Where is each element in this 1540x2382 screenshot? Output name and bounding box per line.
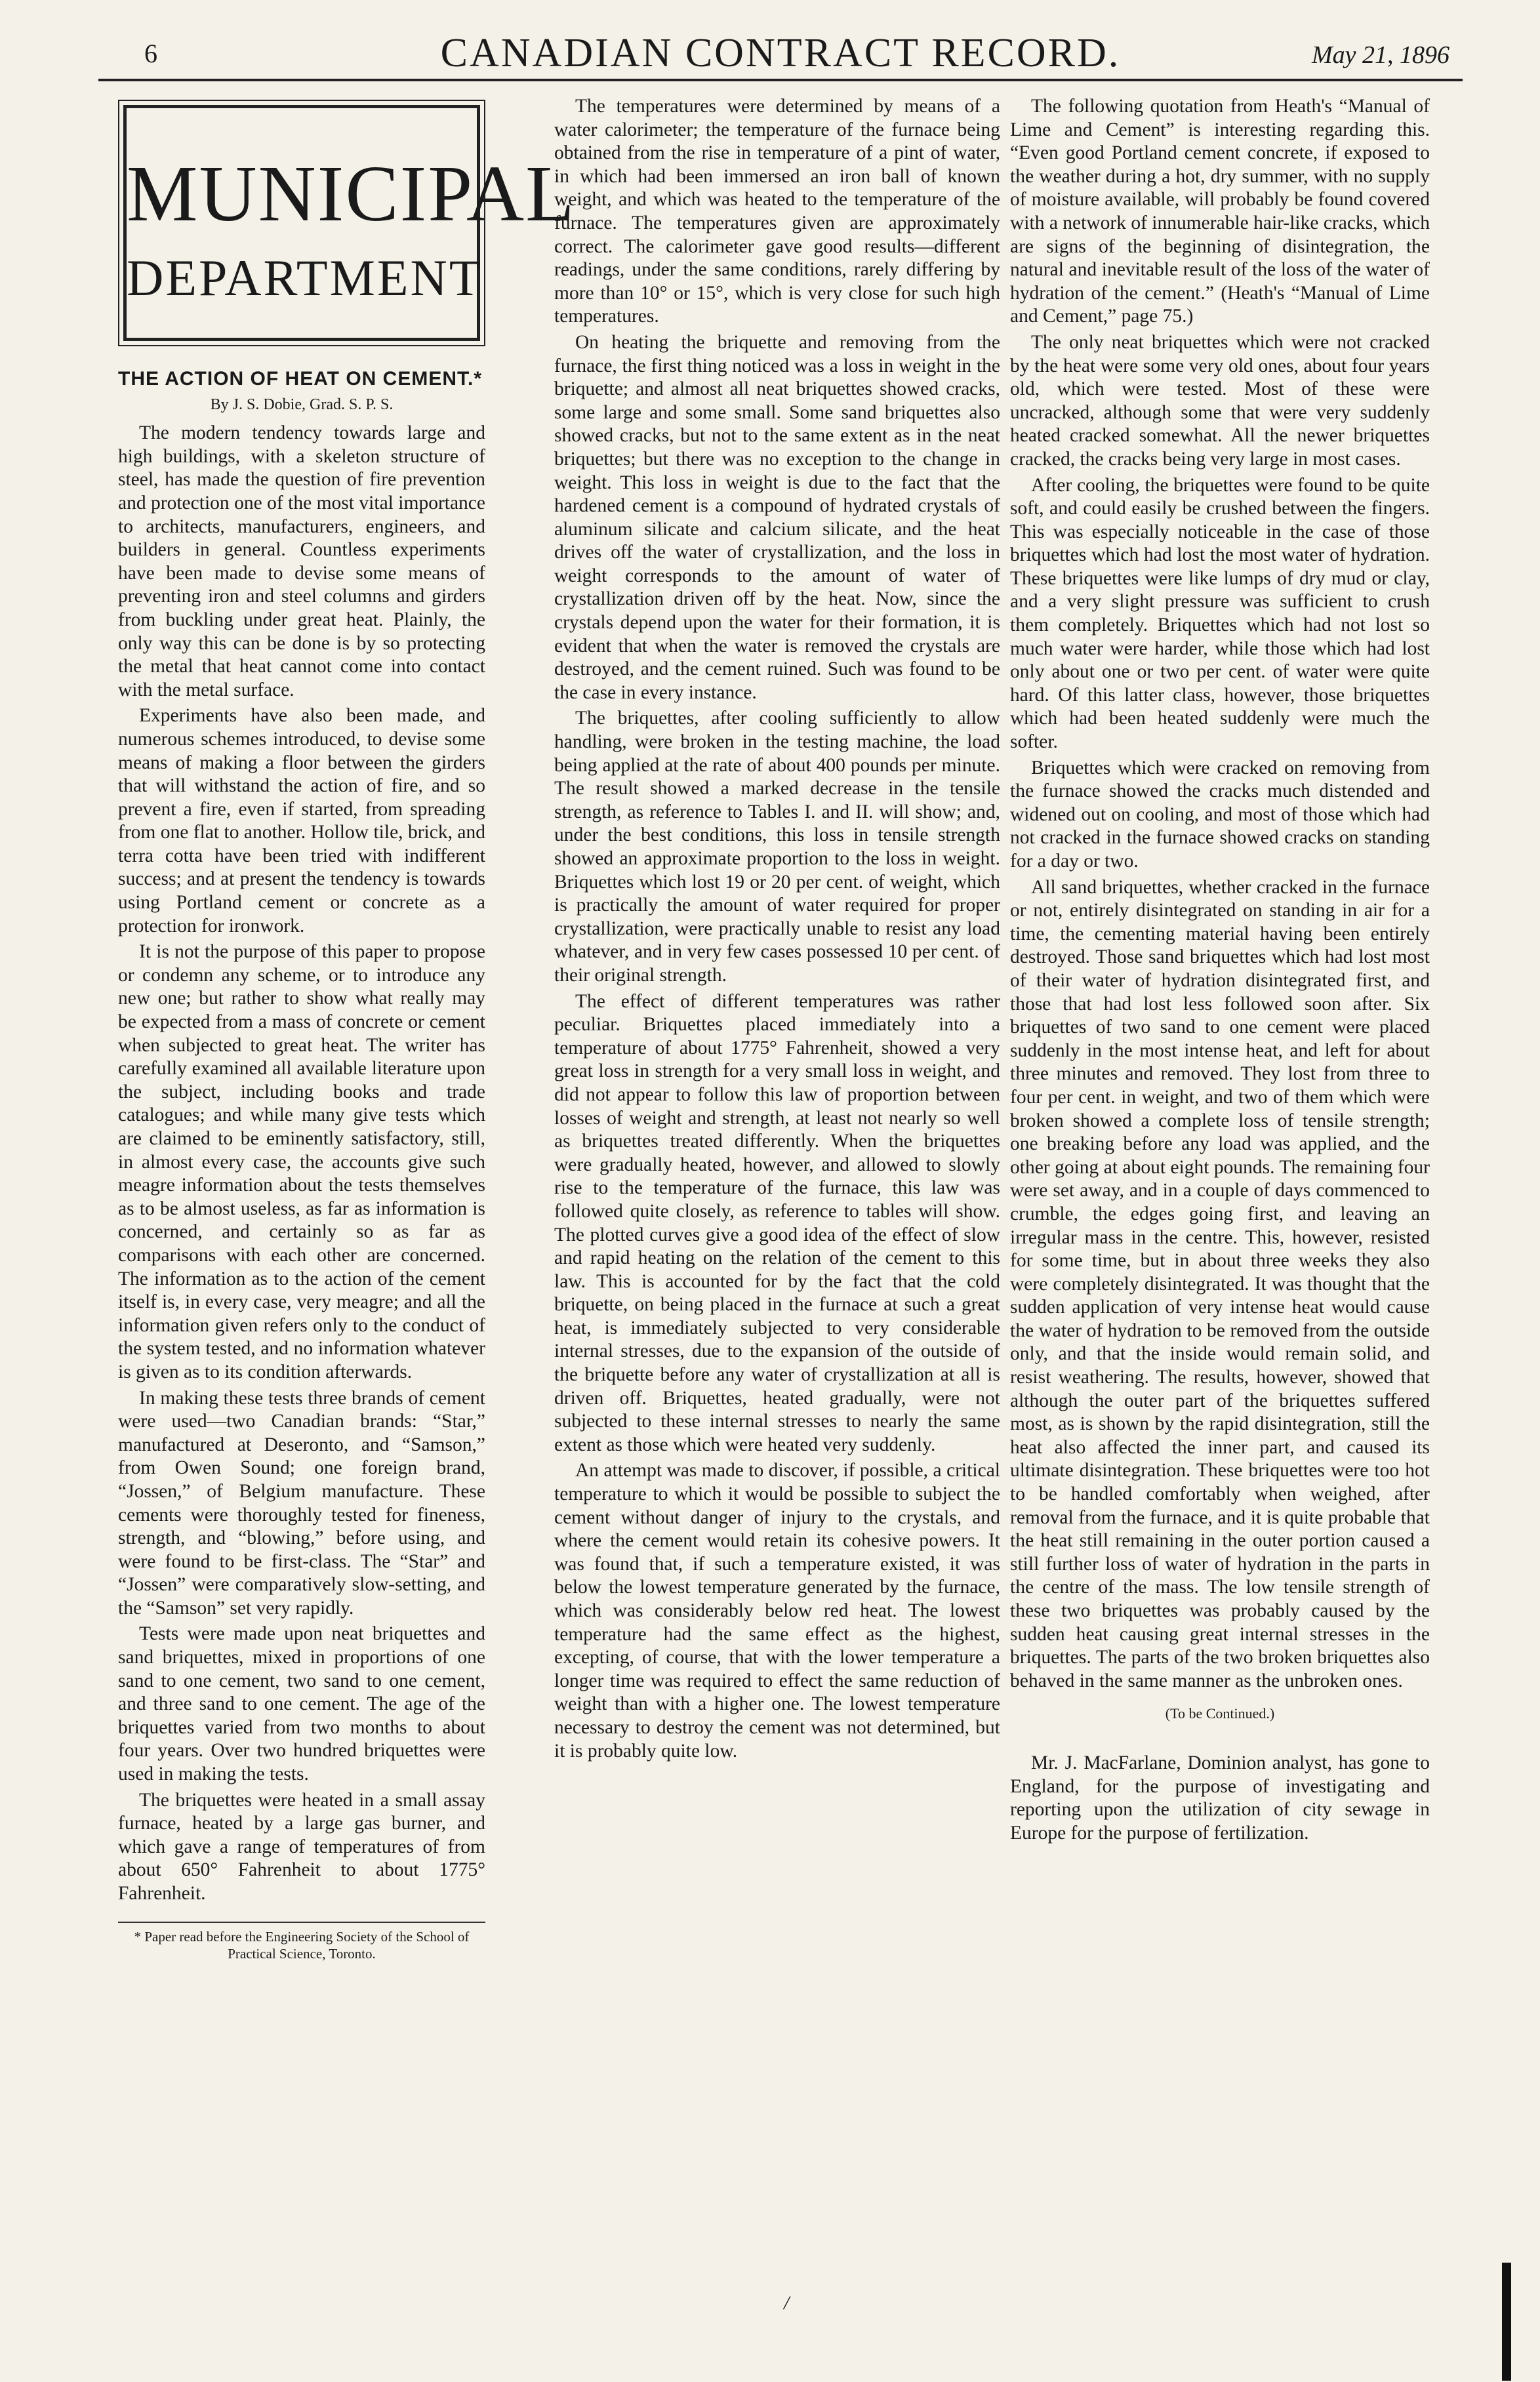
paragraph: The following quotation from Heath's “Manual of Lime and Cement” is interesting regarding this. “Even good Portland cement concrete, if exposed to the weather during a hot, dry summer, with no supply of moisture available, will probably be found covered with a network of innumerable hair-like cracks, which are signs of the beginning of disintegration, the natural and inevitable result of the loss of the water of hydration of the cement.” (Heath's “Manual of Lime and Cement,” page 75.) xyxy=(1010,96,1430,327)
paragraph: It is not the purpose of this paper to propose or condemn any scheme, or to introduce any new one; but rather to show what really may be expected from a mass of concrete or cement when subjected to great heat. The writer has carefully examined all available literature upon the subject, including books and trade catalogues; and while many give tests which are claimed to be eminently satisfactory, still, in almost every case, the accounts give such meagre information about the tests themselves as to be almost useless, as far as information is concerned, and certainly so as far as comparisons with each other are concerned. The information as to the action of the cement itself is, in every case, very meagre; and all the information given refers only to the conduct of the system tested, and no information whatever is given as to its condition afterwards. xyxy=(118,941,485,1383)
column-3 xyxy=(1010,95,1430,1847)
stray-mark: / xyxy=(784,2292,790,2314)
page-number: 6 xyxy=(144,39,157,68)
scan-edge-mark xyxy=(1502,2263,1511,2381)
department-banner xyxy=(123,105,576,341)
paragraph: The briquettes, after cooling sufficiently to allow handling, were broken in the testing machine, the load being applied at the rate of about 400 pounds per minute. The result showed a marked decrease in the tensile strength, as reference to Tables I. and II. will show; and, under the best conditions, this loss in tensile strength showed an approximate proportion to the loss in weight. Briquettes which lost 19 or 20 per cent. of weight, which is practically the amount of water required for proper crystallization, were practically unable to resist any load whatever, and in very few cases possessed 10 per cent. of their original strength. xyxy=(554,708,1000,986)
paragraph: The briquettes were heated in a small assay furnace, heated by a large gas burner, and which gave a range of temperatures of from about 650° Fahrenheit to about 1775° Fahrenheit. xyxy=(118,1789,485,1904)
department-banner-line1: MUNICIPAL xyxy=(127,150,576,238)
paragraph: Experiments have also been made, and numerous schemes introduced, to devise some means of making a floor between the girders that will withstand the action of fire, and so prevent a fire, even if started, from spreading from one flat to another. Hollow tile, brick, and terra cotta have been tried with indifferent success; and at present the tendency is towards using Portland cement or concrete as a protection for ironwork. xyxy=(118,705,485,937)
paragraph: An attempt was made to discover, if possible, a critical temperature to which it would be possible to subject the cement without danger of injury to the crystals, and where the cement would retain its cohesive powers. It was found that, if such a temperature existed, it was below the lowest temperature generated by the furnace, which was considerably below red heat. The lowest temperature had the same effect as the highest, excepting, of course, that with the lower temperature a longer time was required to effect the same reduction of weight than with a higher one. The lowest temperature necessary to destroy the cement was not determined, but it is probably quite low. xyxy=(554,1460,1000,1762)
paragraph: The only neat briquettes which were not cracked by the heat were some very old ones, about four years old, which were tested. Most of these were uncracked, although some that were very suddenly heated cracked somewhat. All the newer briquettes cracked, the cracks being very large in most cases. xyxy=(1010,331,1430,470)
column-1 xyxy=(118,95,576,1962)
paragraph: Briquettes which were cracked on removing from the furnace showed the cracks much distended and widened out on cooling, and most of those which had not cracked in the furnace showed cracks on standing for a day or two. xyxy=(1010,757,1430,872)
paragraph: The temperatures were determined by means of a water calorimeter; the temperature of the furnace being obtained from the rise in temperature of a pint of water, in which had been immersed an iron ball of known weight, and which was heated to the temperature of the furnace. The temperatures given are approximately correct. The calorimeter gave good results—different readings, under the same conditions, rarely differing by more than 10° or 15°, which is very close for such high temperatures. xyxy=(554,96,1000,327)
paragraph: On heating the briquette and removing from the furnace, the first thing noticed was a loss in weight in the briquette; and almost all neat briquettes showed cracks, some large and some small. Some sand briquettes also showed cracks, but not to the same extent as in the neat briquettes; but there was no exception to the change in weight. This loss in weight is due to the fact that the hardened cement is a compound of hydrated crystals of aluminum silicate and calcium silicate, and the heat drives off the water of crystallization, and the loss in weight corresponds to the amount of water of crystallization driven off by the heat. Now, since the crystals depend upon the water for their formation, it is evident that when the water is removed the crystals are destroyed, and the cement ruined. Such was found to be the case in every instance. xyxy=(554,331,1000,703)
department-banner-line2: DEPARTMENT xyxy=(127,249,483,306)
article-byline: By J. S. Dobie, Grad. S. P. S. xyxy=(210,395,394,413)
paragraph: The effect of different temperatures was rather peculiar. Briquettes placed immediately into a temperature of about 1775° Fahrenheit, showed a very great loss in strength for a very small loss in weight, and did not appear to follow this law of proportion between losses of weight and strength, at least not nearly so well as briquettes treated differently. When the briquettes were gradually heated, however, and allowed to slowly rise to the temperature of the furnace, this law was followed quite closely, as reference to tables will show. The plotted curves give a good idea of the effect of slow and rapid heating on the relation of the cement to this law. This is accounted for by the fact that the cold briquette, on being placed in the furnace at such a great heat, is immediately subjected to very considerable internal stresses, due to the expansion of the outside of the briquette before any water of crystallization at all is driven off. Briquettes, heated gradually, were not subjected to these internal stresses to nearly the same extent as those which were heated very suddenly. xyxy=(554,990,1000,1455)
paragraph: The modern tendency towards large and high buildings, with a skeleton structure of steel, has made the question of fire prevention and protection one of the most vital importance to architects, manufacturers, engineers, and builders in general. Countless experiments have been made to devise some means of preventing iron and steel columns and girders from buckling under great heat. Plainly, the only way this can be done is by so protecting the metal that heat cannot come into contact with the metal surface. xyxy=(118,422,485,700)
issue-date: May 21, 1896 xyxy=(1311,41,1449,69)
page-header xyxy=(98,26,1463,81)
continued-note: (To be Continued.) xyxy=(1165,1705,1275,1722)
paragraph: All sand briquettes, whether cracked in the furnace or not, entirely disintegrated on standing in air for a time, the cementing material having been entirely destroyed. Those sand briquettes which had lost most of their water of hydration disintegrated first, and those that had lost less followed soon after. Six briquettes of two sand to one cement were placed suddenly in the most intense heat, and left for about three minutes and removed. They lost from three to four per cent. in weight, and two of them which were broken showed a complete loss of tensile strength; one breaking before any load was applied, and the other going at about eight pounds. The remaining four were set away, and in a couple of days commenced to crumble, the edges going first, and leaving an irregular mass in the centre. This, however, resisted for some time, but in about three weeks they also were completely disintegrated. It was thought that the sudden application of very intense heat would cause the water of hydration to be removed from the outside only, and that the inside would remain solid, and resist weathering. The results, however, showed that although the outer part of the briquettes suffered most, as is shown by the rapid disintegration, still the heat also affected the inner part, and caused its ultimate disintegration. These briquettes were too hot to be handled comfortably when weighed, after removal from the furnace, and it is quite probable that the heat still remaining in the outer portion caused a still further loss of water of hydration in the parts in the centre of the mass. The low tensile strength of these two briquettes was probably caused by the sudden heat causing great internal stresses in the briquettes. The parts of the two broken briquettes also behaved in the same manner as the unbroken ones. xyxy=(1010,876,1430,1691)
footnote: * Paper read before the Engineering Society of the School of Practical Science, Toronto. xyxy=(118,1922,485,1962)
publication-title: CANADIAN CONTRACT RECORD. xyxy=(440,31,1121,75)
news-item: Mr. J. MacFarlane, Dominion analyst, has gone to England, for the purpose of investigating and reporting upon the utilization of city sewage in Europe for the purpose of fertilization. xyxy=(1010,1752,1430,1844)
paragraph: In making these tests three brands of cement were used—two Canadian brands: “Star,” manufactured at Deseronto, and “Samson,” from Owen Sound; one foreign brand, “Jossen,” of Belgium manufacture. These cements were thoroughly tested for fineness, strength, and “blowing,” before using, and were found to be first-class. The “Star” and “Jossen” were comparatively slow-setting, and the “Samson” set very rapidly. xyxy=(118,1387,485,1619)
column-2 xyxy=(554,95,1000,1766)
paragraph: Tests were made upon neat briquettes and sand briquettes, mixed in proportions of one sand to one cement, two sand to one cement, and three sand to one cement. The age of the briquettes varied from two months to about four years. Over two hundred briquettes were used in making the tests. xyxy=(118,1623,485,1785)
paragraph: After cooling, the briquettes were found to be quite soft, and could easily be crushed between the fingers. This was especially noticeable in the case of those briquettes which had lost the most water of hydration. These briquettes were like lumps of dry mud or clay, and a very slight pressure was sufficient to crush them completely. Briquettes which had not lost so much water were harder, while those which had lost only about one or two per cent. of water were quite hard. Of this latter class, however, those briquettes which had been heated suddenly were much the softer. xyxy=(1010,474,1430,753)
article-title: THE ACTION OF HEAT ON CEMENT.* xyxy=(118,368,482,390)
